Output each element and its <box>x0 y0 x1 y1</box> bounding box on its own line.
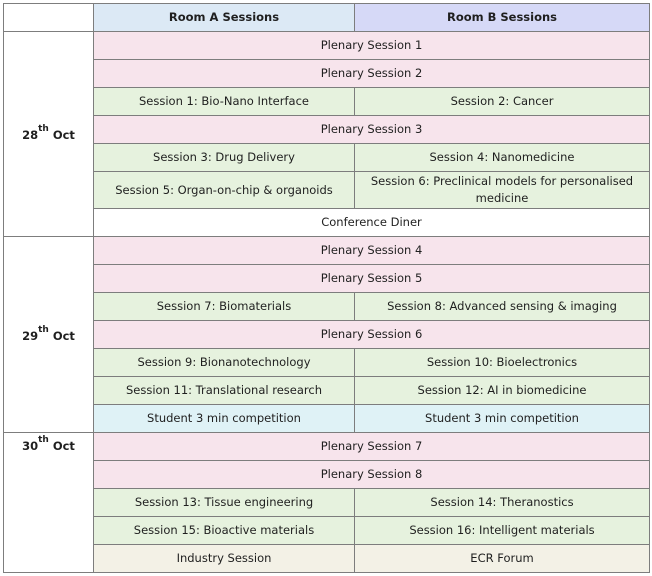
day-suffix: th <box>38 435 49 445</box>
table-row <box>4 433 650 461</box>
table-row <box>4 461 650 489</box>
room-b-student-competition: Student 3 min competition <box>355 405 650 433</box>
table-row <box>4 172 650 209</box>
plenary-session-5: Plenary Session 5 <box>94 265 650 293</box>
plenary-session-7: Plenary Session 7 <box>94 433 650 461</box>
room-b-session-2: Session 2: Cancer <box>355 88 650 116</box>
room-b-session-12: Session 12: AI in biomedicine <box>355 377 650 405</box>
room-a-session-9: Session 9: Bionanotechnology <box>94 349 355 377</box>
day-cell-30-oct <box>4 433 94 573</box>
room-b-session-14: Session 14: Theranostics <box>355 489 650 517</box>
table-row <box>4 209 650 237</box>
table-row <box>4 60 650 88</box>
room-a-session-15: Session 15: Bioactive materials <box>94 517 355 545</box>
table-row <box>4 517 650 545</box>
corner-cell <box>4 4 94 32</box>
table-row <box>4 377 650 405</box>
table-row <box>4 545 650 573</box>
room-b-session-10: Session 10: Bioelectronics <box>355 349 650 377</box>
day-month: Oct <box>52 127 75 142</box>
room-a-student-competition: Student 3 min competition <box>94 405 355 433</box>
room-a-session-1: Session 1: Bio-Nano Interface <box>94 88 355 116</box>
plenary-session-4: Plenary Session 4 <box>94 237 650 265</box>
room-a-session-3: Session 3: Drug Delivery <box>94 144 355 172</box>
table-row <box>4 237 650 265</box>
room-a-session-13: Session 13: Tissue engineering <box>94 489 355 517</box>
room-b-header: Room B Sessions <box>355 4 650 32</box>
day-number: 29 <box>22 328 39 343</box>
room-a-industry-session: Industry Session <box>94 545 355 573</box>
day-suffix: th <box>38 124 49 135</box>
room-b-session-8: Session 8: Advanced sensing & imaging <box>355 293 650 321</box>
conference-diner: Conference Diner <box>94 209 650 237</box>
day-cell-29-oct <box>4 237 94 433</box>
room-b-session-16: Session 16: Intelligent materials <box>355 517 650 545</box>
plenary-session-3: Plenary Session 3 <box>94 116 650 144</box>
day-number: 28 <box>22 127 39 142</box>
plenary-session-8: Plenary Session 8 <box>94 461 650 489</box>
table-row <box>4 293 650 321</box>
plenary-session-2: Plenary Session 2 <box>94 60 650 88</box>
room-a-session-5: Session 5: Organ-on-chip & organoids <box>94 172 355 209</box>
schedule-table <box>3 3 650 573</box>
day-month: Oct <box>52 438 75 453</box>
table-row <box>4 144 650 172</box>
table-row <box>4 489 650 517</box>
room-a-header: Room A Sessions <box>94 4 355 32</box>
table-row <box>4 88 650 116</box>
room-b-session-6: Session 6: Preclinical models for personalised medicine <box>355 172 650 209</box>
table-row <box>4 32 650 60</box>
day-cell-28-oct <box>4 32 94 237</box>
room-a-session-11: Session 11: Translational research <box>94 377 355 405</box>
plenary-session-1: Plenary Session 1 <box>94 32 650 60</box>
day-number: 30 <box>22 438 39 453</box>
room-b-session-4: Session 4: Nanomedicine <box>355 144 650 172</box>
header-row <box>4 4 650 32</box>
room-b-ecr-forum: ECR Forum <box>355 545 650 573</box>
day-month: Oct <box>52 328 75 343</box>
table-row <box>4 405 650 433</box>
day-suffix: th <box>38 324 49 335</box>
plenary-session-6: Plenary Session 6 <box>94 321 650 349</box>
room-a-session-7: Session 7: Biomaterials <box>94 293 355 321</box>
table-row <box>4 116 650 144</box>
table-row <box>4 265 650 293</box>
table-row <box>4 321 650 349</box>
table-row <box>4 349 650 377</box>
